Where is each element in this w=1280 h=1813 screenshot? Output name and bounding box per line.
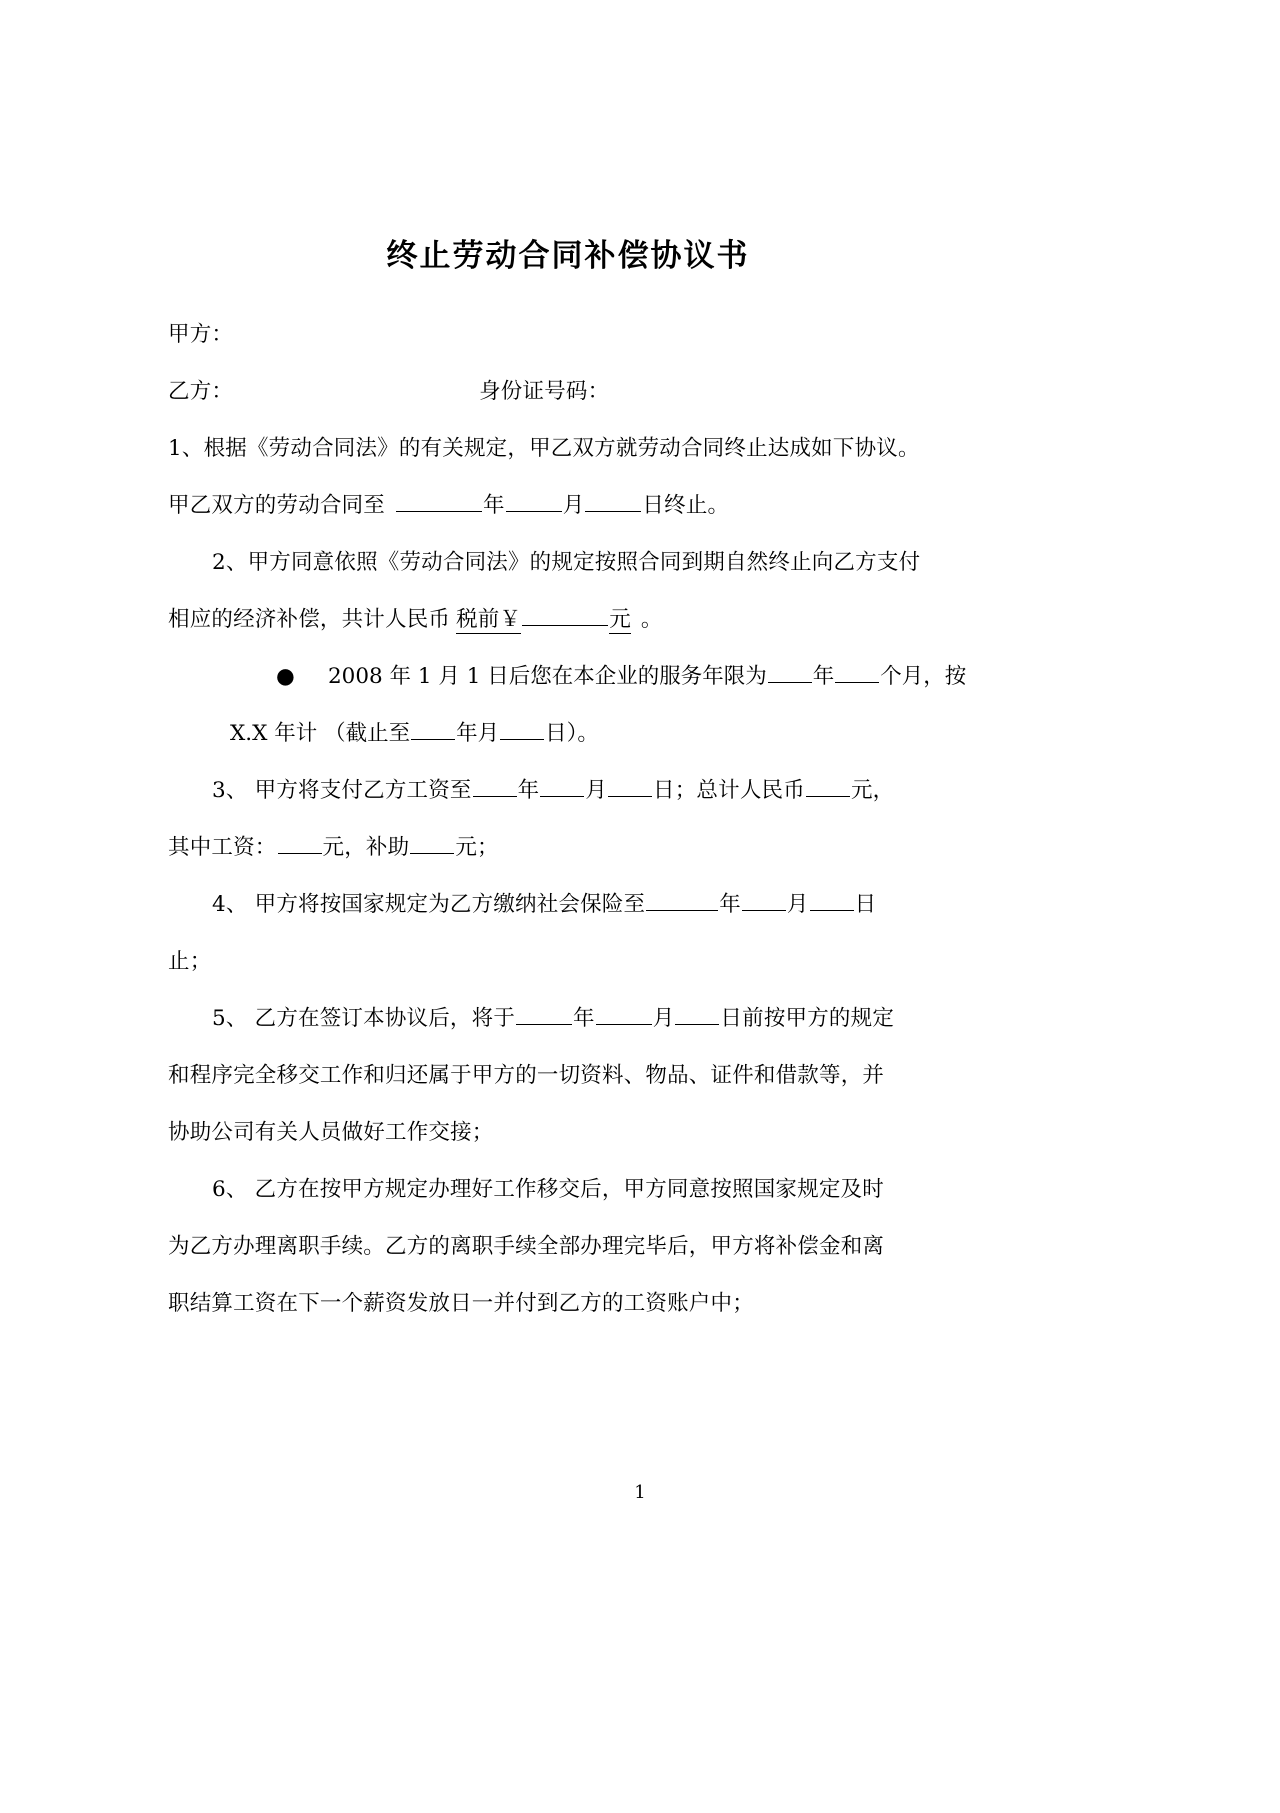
blank-service-months[interactable] bbox=[835, 659, 879, 683]
c3-line2-end: 元； bbox=[455, 834, 499, 860]
clause-4-line-1 bbox=[168, 876, 968, 933]
blank-cutoff-year[interactable] bbox=[411, 716, 455, 740]
blank-wage-portion[interactable] bbox=[278, 830, 322, 854]
bullet-item-service-years bbox=[168, 648, 968, 705]
page-number: 1 bbox=[634, 1482, 646, 1503]
clause-2-period: 。 bbox=[640, 606, 663, 632]
clause-6-line-1: 6、 乙方在按甲方规定办理好工作移交后，甲方同意按照国家规定及时 bbox=[212, 1176, 884, 1202]
blank-wage-through-month[interactable] bbox=[540, 773, 584, 797]
blank-service-years[interactable] bbox=[768, 659, 812, 683]
bullet-item-cutoff-date bbox=[168, 705, 968, 762]
c4-label-month: 月 bbox=[786, 891, 809, 917]
clause-2-prefix: 相应的经济补偿，共计人民币 bbox=[168, 606, 451, 632]
blank-handover-day[interactable] bbox=[675, 1001, 719, 1025]
c5-label-year: 年 bbox=[573, 1005, 595, 1031]
clause-4-prefix: 4、 甲方将按国家规定为乙方缴纳社会保险至 bbox=[212, 891, 646, 917]
c4-label-year: 年 bbox=[719, 891, 741, 917]
clause-4-line-2: 止； bbox=[168, 948, 212, 974]
label-day-suffix: 日终止。 bbox=[642, 492, 730, 518]
clause-5-line-2: 和程序完全移交工作和归还属于甲方的一切资料、物品、证件和借款等，并 bbox=[168, 1062, 885, 1088]
clause-2-line-1: 2、甲方同意依照《劳动合同法》的规定按照合同到期自然终止向乙方支付 bbox=[212, 549, 921, 575]
blank-contract-end-day[interactable] bbox=[585, 488, 641, 512]
bullet-cont-end: 日）。 bbox=[545, 720, 599, 746]
clause-1-line-1: 1、根据《劳动合同法》的有关规定，甲乙双方就劳动合同终止达成如下协议。 bbox=[168, 435, 920, 461]
pretax-currency-label: 税前￥ bbox=[456, 606, 522, 632]
blank-wage-through-day[interactable] bbox=[608, 773, 652, 797]
blank-cutoff-day[interactable] bbox=[500, 716, 544, 740]
c3-label-month: 月 bbox=[585, 777, 608, 803]
clause-3-line-1 bbox=[168, 762, 968, 819]
blank-subsidy-portion[interactable] bbox=[410, 830, 454, 854]
clause-3-prefix: 3、 甲方将支付乙方工资至 bbox=[212, 777, 472, 803]
blank-wage-through-year[interactable] bbox=[473, 773, 517, 797]
bullet-label-month: 个月，按 bbox=[880, 663, 967, 689]
page-title: 终止劳动合同补偿协议书 bbox=[386, 238, 750, 274]
bullet-cont-prefix: X.X 年计 （截止至 bbox=[230, 720, 411, 746]
party-b-label: 乙方： bbox=[168, 378, 234, 404]
c3-label-day: 日；总计人民币 bbox=[653, 777, 805, 803]
c5-label-day: 日前按甲方的规定 bbox=[720, 1005, 895, 1031]
id-number-label: 身份证号码： bbox=[479, 378, 610, 404]
blank-contract-end-year[interactable] bbox=[396, 488, 482, 512]
party-b-line bbox=[168, 363, 968, 420]
blank-insurance-day[interactable] bbox=[810, 887, 854, 911]
blank-handover-year[interactable] bbox=[516, 1001, 572, 1025]
c3-label-unit: 元， bbox=[850, 777, 895, 803]
clause-1-line-2 bbox=[168, 477, 968, 534]
compensation-unit: 元 bbox=[609, 606, 631, 632]
clause-6-line-3: 职结算工资在下一个薪资发放日一并付到乙方的工资账户中； bbox=[168, 1290, 754, 1316]
bullet-text-prefix: 2008 年 1 月 1 日后您在本企业的服务年限为 bbox=[328, 663, 767, 689]
clause-6-line-2: 为乙方办理离职手续。乙方的离职手续全部办理完毕后，甲方将补偿金和离 bbox=[168, 1233, 885, 1259]
party-a-label: 甲方： bbox=[168, 321, 234, 347]
clause-3-line2-prefix: 其中工资： bbox=[168, 834, 277, 860]
c5-label-month: 月 bbox=[652, 1005, 675, 1031]
c3-line2-mid: 元，补助 bbox=[322, 834, 410, 860]
clause-5-line-1 bbox=[168, 990, 968, 1047]
document-body bbox=[168, 236, 968, 1332]
c3-label-year: 年 bbox=[517, 777, 540, 803]
clause-3-line-2 bbox=[168, 819, 968, 876]
blank-contract-end-month[interactable] bbox=[506, 488, 562, 512]
bullet-icon: ● bbox=[276, 663, 295, 689]
bullet-label-year: 年 bbox=[812, 663, 835, 689]
bullet-cont-mid: 年月 bbox=[456, 720, 500, 746]
blank-compensation-amount[interactable] bbox=[522, 602, 608, 626]
party-a-line bbox=[168, 306, 968, 363]
clause-1-prefix: 甲乙双方的劳动合同至 bbox=[168, 492, 386, 518]
blank-insurance-year[interactable] bbox=[646, 887, 718, 911]
label-year: 年 bbox=[483, 492, 505, 518]
blank-wage-total[interactable] bbox=[806, 773, 850, 797]
c4-label-day: 日 bbox=[854, 891, 877, 917]
label-month: 月 bbox=[562, 492, 585, 518]
blank-insurance-month[interactable] bbox=[742, 887, 786, 911]
clause-5-prefix: 5、 乙方在签订本协议后，将于 bbox=[212, 1005, 516, 1031]
blank-handover-month[interactable] bbox=[596, 1001, 652, 1025]
clause-5-line-3: 协助公司有关人员做好工作交接； bbox=[168, 1119, 494, 1145]
clause-2-line-2 bbox=[168, 591, 968, 648]
